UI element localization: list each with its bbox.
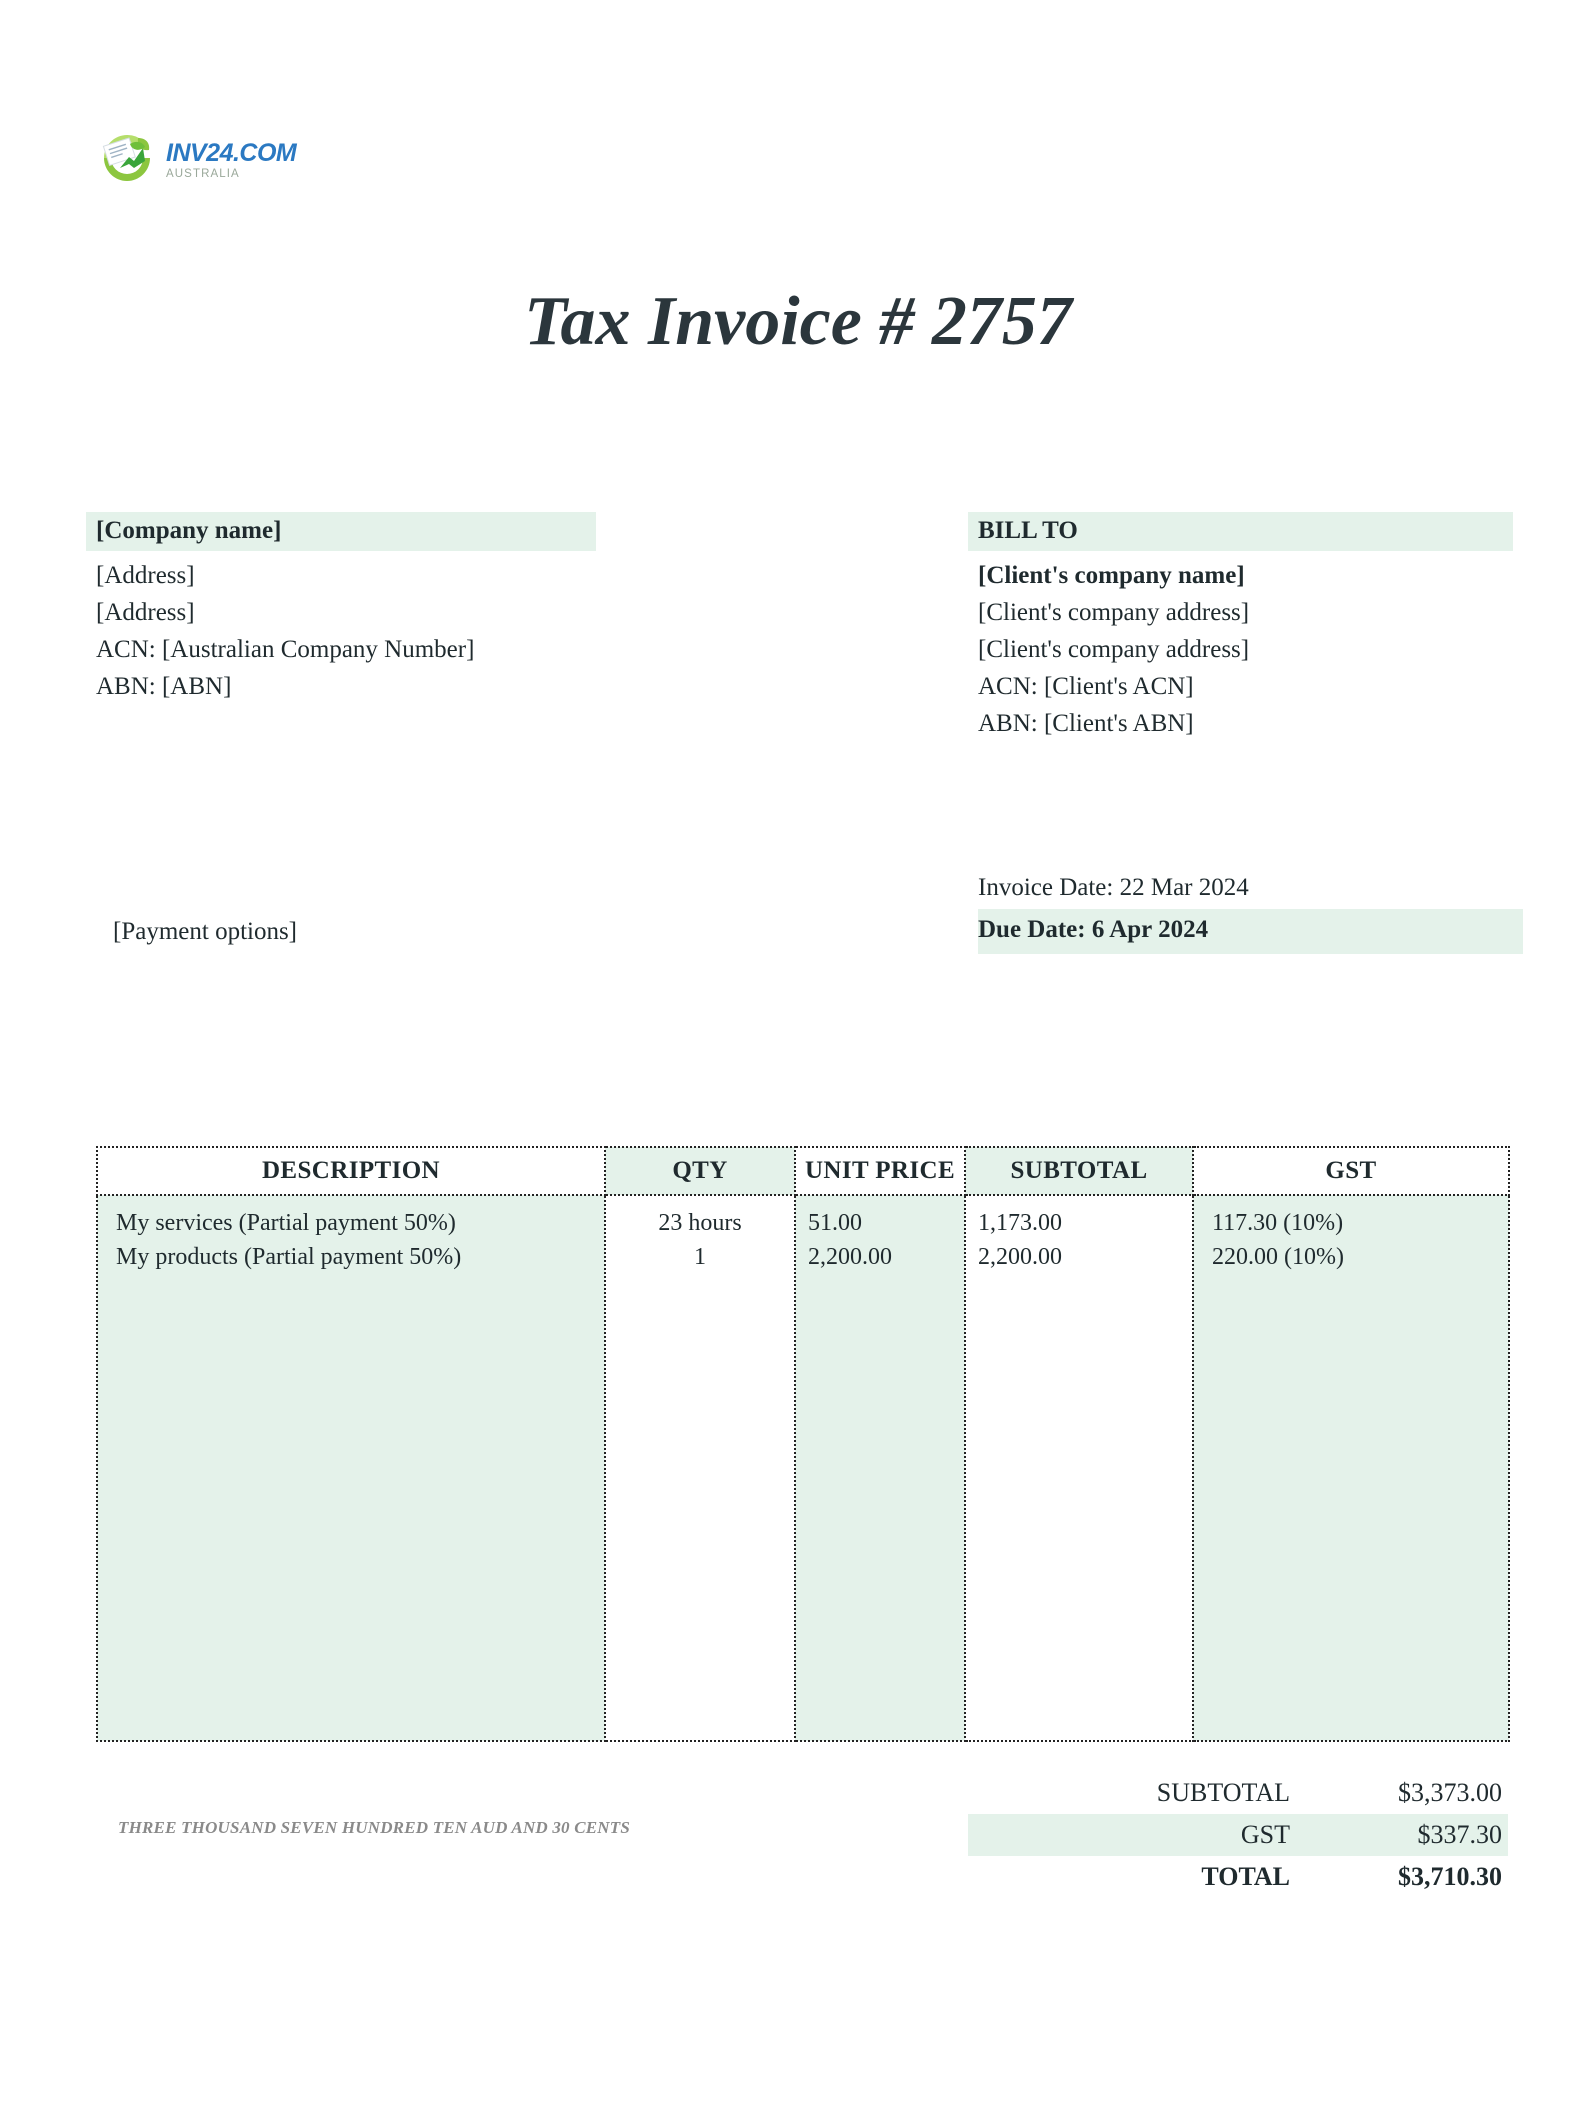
item-gst: 220.00 (10%): [1212, 1244, 1344, 1271]
totals-row-total: [968, 1856, 1508, 1898]
brand-logo: [96, 128, 296, 190]
item-unit-price: 51.00: [808, 1210, 862, 1236]
payment-options: [Payment options]: [113, 918, 298, 945]
seller-company-name: [Company name]: [86, 512, 596, 551]
item-description: My products (Partial payment 50%): [116, 1244, 462, 1271]
cell-unit-price-column: [795, 1195, 965, 1741]
total-value: $3,710.30: [1398, 1862, 1502, 1891]
item-gst: 117.30 (10%): [1212, 1210, 1344, 1236]
item-subtotal: 2,200.00: [978, 1244, 1062, 1271]
cell-qty-column: [605, 1195, 795, 1741]
totals-row-subtotal: [968, 1772, 1508, 1814]
item-subtotal: 1,173.00: [978, 1210, 1062, 1236]
client-company-name: [Client's company name]: [978, 562, 1245, 590]
client-acn-line: ACN: [Client's ACN]: [978, 673, 1194, 701]
table-row: [97, 1195, 1509, 1741]
invoice-date: Invoice Date: 22 Mar 2024: [978, 874, 1249, 901]
item-description: My services (Partial payment 50%): [116, 1210, 456, 1236]
gst-value: $337.30: [1417, 1820, 1502, 1849]
item-qty: 23 hours: [658, 1210, 742, 1236]
subtotal-label: SUBTOTAL: [1156, 1778, 1290, 1807]
table-header-row: [97, 1147, 1509, 1195]
column-header-qty: QTY: [605, 1147, 795, 1195]
bill-to-heading: BILL TO: [968, 512, 1513, 551]
column-header-gst: GST: [1193, 1147, 1509, 1195]
client-address-line: [Client's company address]: [978, 599, 1250, 627]
gst-label: GST: [1240, 1820, 1290, 1849]
column-header-unit-price: UNIT PRICE: [795, 1147, 965, 1195]
logo-wordmark: INV24.COM: [166, 139, 297, 168]
seller-abn-line: ABN: [ABN]: [96, 673, 232, 701]
seller-block: [96, 512, 606, 704]
amount-in-words: THREE THOUSAND SEVEN HUNDRED TEN AUD AND 30 CENTS: [118, 1818, 631, 1837]
seller-address-line: [Address]: [96, 562, 195, 590]
seller-address-line: [Address]: [96, 599, 195, 627]
logo-subtitle: AUSTRALIA: [166, 168, 240, 181]
client-address-line: [Client's company address]: [978, 636, 1250, 664]
cell-subtotal-column: [965, 1195, 1193, 1741]
invoice-dates: [978, 870, 1523, 954]
total-label: TOTAL: [1201, 1862, 1290, 1891]
client-abn-line: ABN: [Client's ABN]: [978, 710, 1194, 738]
item-unit-price: 2,200.00: [808, 1244, 892, 1271]
due-date: Due Date: 6 Apr 2024: [978, 909, 1523, 953]
cell-description-column: [97, 1195, 605, 1741]
line-items-table: [96, 1146, 1510, 1742]
subtotal-value: $3,373.00: [1398, 1778, 1502, 1807]
column-header-description: DESCRIPTION: [97, 1147, 605, 1195]
page-title: Tax Invoice # 2757: [524, 283, 1072, 360]
item-qty: 1: [694, 1244, 706, 1271]
totals-row-gst: [968, 1814, 1508, 1856]
seller-acn-line: ACN: [Australian Company Number]: [96, 636, 475, 664]
leaf-arrow-invoice-logo-icon: [96, 128, 158, 190]
cell-gst-column: [1193, 1195, 1509, 1741]
totals-block: [968, 1772, 1508, 1898]
column-header-subtotal: SUBTOTAL: [965, 1147, 1193, 1195]
bill-to-block: [978, 512, 1518, 741]
